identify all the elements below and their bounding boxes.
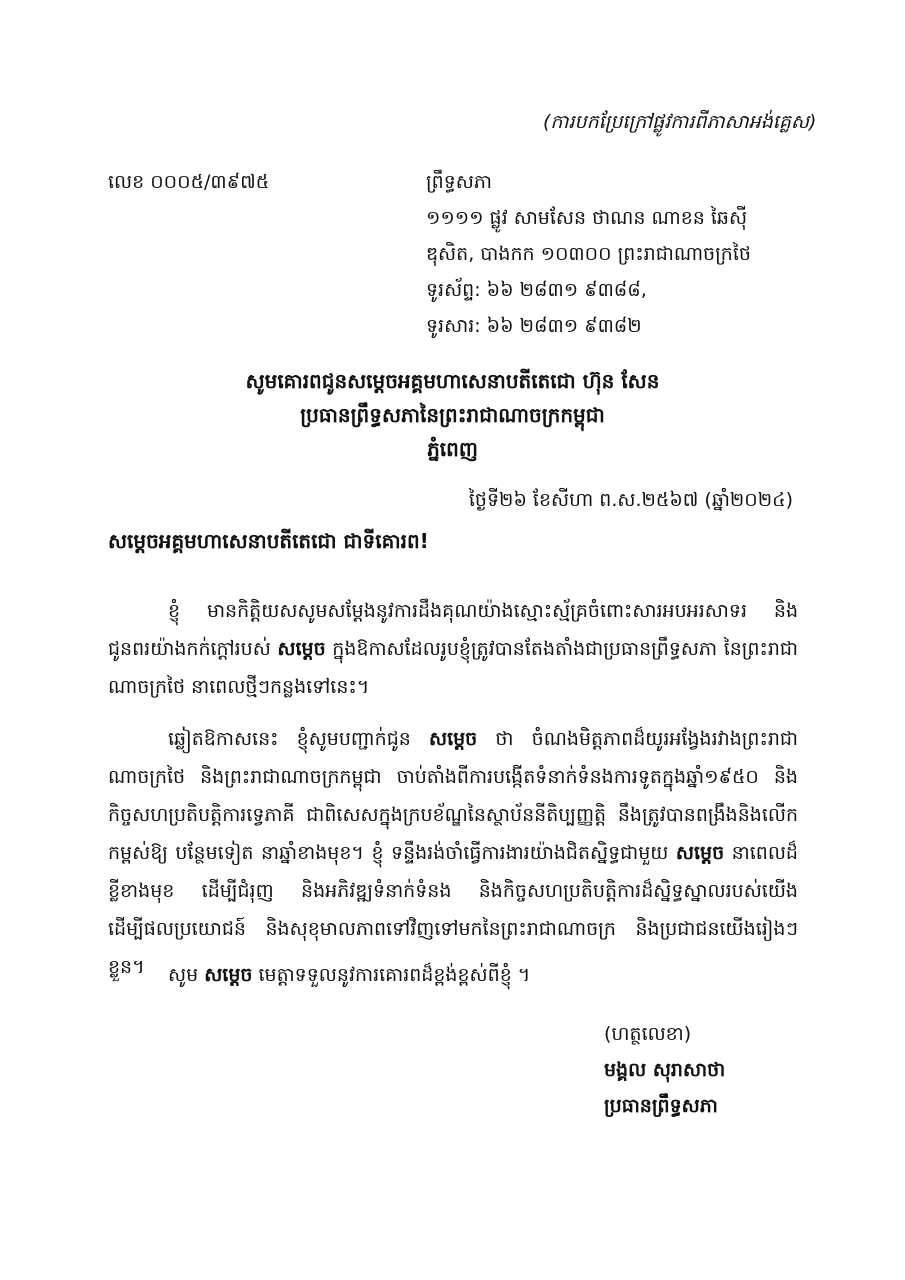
- paragraph-2-bold-2: សម្តេច: [675, 842, 725, 864]
- signatory-name: មង្គល សុរាសាថា: [604, 1059, 726, 1081]
- paragraph-3-text-b: មេត្តាទទួលនូវការគោរពដ៏ខ្ពង់ខ្ពស់ពីខ្ញុំ ។: [252, 964, 531, 986]
- sender-phone: ទូរស័ព្ទ: ៦៦ ២៨៣១ ៩៣៨៨,: [426, 279, 647, 301]
- paragraph-2-bold-1: សម្តេច: [429, 728, 478, 750]
- letter-date: ថ្ងៃទី២៦ ខែសីហា ព.ស.២៥៦៧ (ឆ្នាំ២០២៤): [468, 489, 793, 511]
- paragraph-1-bold: សម្តេច: [277, 638, 326, 660]
- recipient-city: ភ្នំពេញ: [427, 437, 478, 461]
- reference-number: លេខ ០០០៥/៣៩៧៥: [108, 171, 270, 193]
- paragraph-2-text-c: នាពេលដ៏ខ្លីខាងមុខ ដើម្បីជំរុញ និងអភិវឌ្ឍទំនាក់ទំនង និងកិច្ចសហប្រតិបត្តិការដ៏ស្និទ្ធស្នាលរបស់យើង ដើម្បីផលប្រយោជន៍ និងសុខុមាលភាពទៅវិញទៅមកនៃព្រះរាជាណាចក្រ និងប្រជាជនយើងរៀងៗខ្លួន។: [108, 842, 798, 978]
- sender-fax: ទូរសារ: ៦៦ ២៨៣១ ៩៣៨២: [426, 315, 642, 337]
- signatory-title: ប្រធានព្រឹទ្ធសភា: [604, 1095, 718, 1117]
- salutation: សម្តេចអគ្គមហាសេនាបតីតេជោ ជាទីគោរព!: [108, 529, 429, 553]
- translation-note: (ការបកប្រែក្រៅផ្លូវការពីភាសាអង់គ្លេស): [543, 111, 817, 133]
- paragraph-1-text-b: ក្នុងឱកាសដែលរូបខ្ញុំត្រូវបានតែងតាំងជាប្រធានព្រឹទ្ធសភា នៃព្រះរាជាណាចក្រថៃ នាពេលថ្មីៗកន្លងទៅនេះ។: [108, 638, 799, 698]
- paragraph-3-text-a: សូម: [168, 964, 205, 986]
- paragraph-2-text-b: ថា ចំណងមិត្តភាពដ៏យូរអង្វែងរវាងព្រះរាជាណាចក្រថៃ និងព្រះរាជាណាចក្រកម្ពុជា ចាប់តាំងពីការបង្កើតទំនាក់ទំនងការទូតក្នុងឆ្នាំ១៩៥០ និងកិច្ចសហប្រតិបត្តិការទ្វេភាគី ជាពិសេសក្នុងក្របខ័ណ្ឌនៃស្ថាប័ននីតិប្បញ្ញត្តិ នឹងត្រូវបានពង្រឹងនិងលើកកម្ពស់ឱ្យ បន្ថែមទៀត នាឆ្នាំខាងមុខ។ ខ្ញុំ ទន្ទឹងរង់ចាំធ្វើការងារយ៉ាងជិតស្និទ្ធជាមួយ: [108, 728, 798, 864]
- paragraph-2-text-a: ឆ្លៀតឱកាសនេះ ខ្ញុំសូមបញ្ជាក់ជូន: [168, 728, 429, 750]
- paragraph-3: [108, 956, 798, 994]
- paragraph-2: [108, 720, 798, 986]
- sender-street: ១១១១ ផ្លូវ សាមសែន ថាណន ណាខន ឆៃស៊ី: [426, 207, 748, 229]
- recipient-title: ប្រធានព្រឹទ្ធសភានៃព្រះរាជាណាចក្រកម្ពុជា: [300, 403, 605, 427]
- paragraph-1-text-a: ខ្ញុំ មានកិត្តិយសសូមសម្តែងនូវការដឹងគុណយ៉ាងស្មោះស្ម័គ្រចំពោះសារអបអរសាទរ និងជូនពរយ៉ាងកក់ក្តៅរបស់: [108, 600, 798, 660]
- paragraph-1: [108, 592, 798, 706]
- sender-name: ព្រឹទ្ធសភា: [426, 171, 492, 193]
- signature-mark: (ហត្ថលេខា): [604, 1023, 692, 1045]
- sender-city: ឌុសិត, បាងកក ១០៣០០ ព្រះរាជាណាចក្រថៃ: [426, 243, 751, 265]
- paragraph-3-bold: សម្តេច: [204, 964, 253, 986]
- recipient-name: សូមគោរពជូនសម្តេចអគ្គមហាសេនាបតីតេជោ ហ៊ុន សែន: [245, 369, 660, 393]
